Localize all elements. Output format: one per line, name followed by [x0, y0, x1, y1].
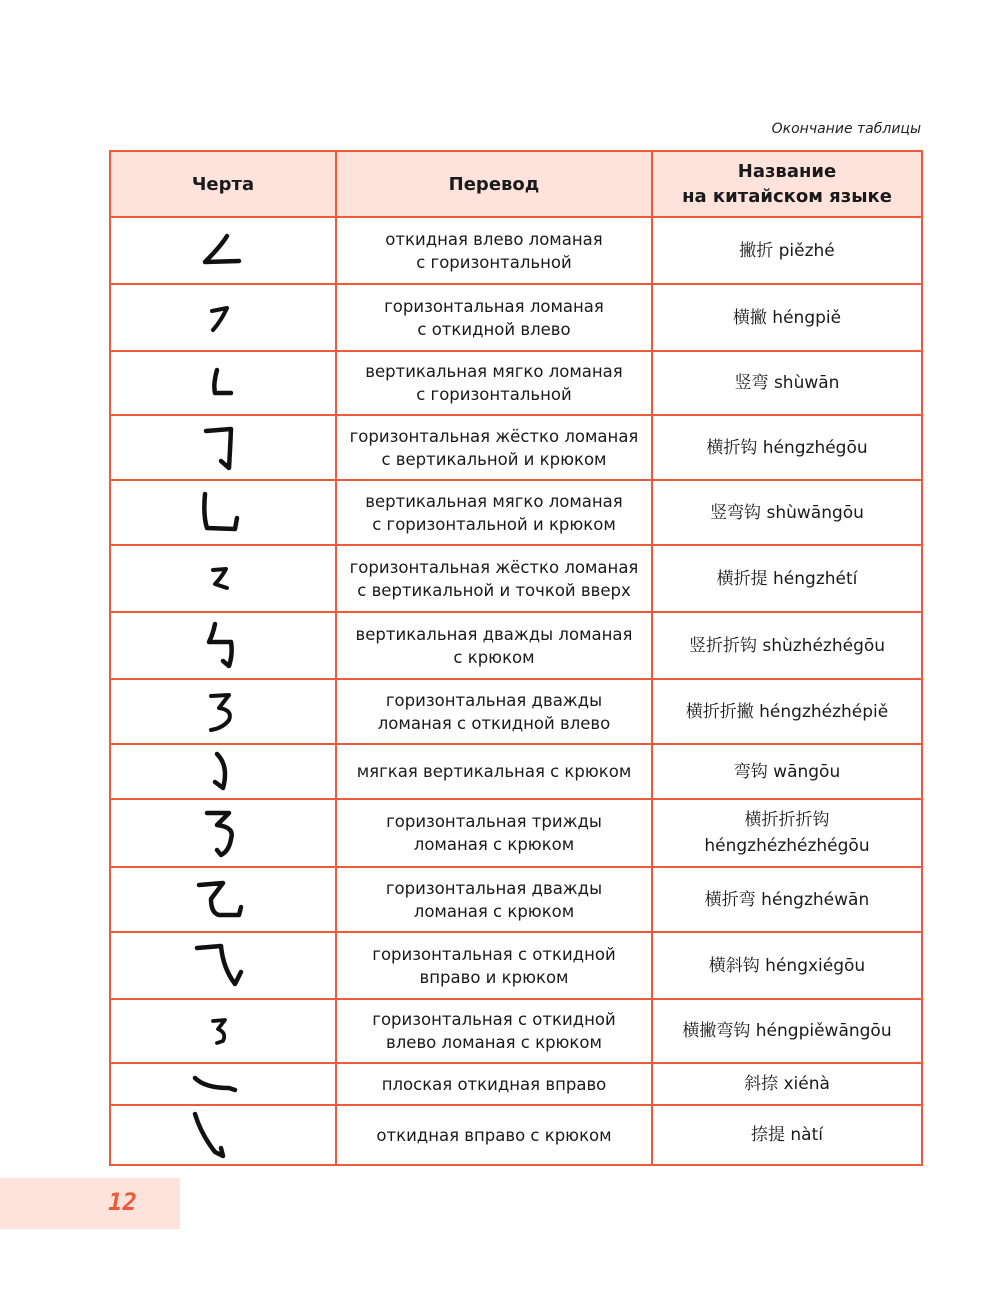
translation-cell: [336, 284, 652, 351]
stroke-cell: [110, 1063, 336, 1105]
chinese-name-line1: 捺提 nàtí: [751, 1125, 823, 1145]
stroke-wangou-icon: [183, 748, 263, 796]
translation-line1: плоская откидная вправо: [381, 1074, 607, 1094]
stroke-nati-icon: [183, 1108, 263, 1162]
stroke-cell: [110, 415, 336, 480]
stroke-cell: [110, 480, 336, 545]
stroke-cell: [110, 744, 336, 799]
chinese-name-line2: héngzhézhézhégōu: [704, 836, 870, 856]
stroke-cell: [110, 799, 336, 867]
chinese-name-line1: 竖弯 shùwān: [734, 373, 840, 393]
translation-line2: вправо и крюком: [419, 967, 569, 987]
chinese-name-line1: 竖弯钩 shùwāngōu: [710, 502, 864, 523]
translation-cell: [336, 217, 652, 284]
table-row: [110, 612, 922, 679]
stroke-hengzhezhepie-icon: [183, 686, 263, 738]
translation-line2: влево ломаная с крюком: [386, 1033, 602, 1052]
chinese-name-line1: 横折弯 héngzhéwān: [704, 889, 870, 910]
translation-cell: [336, 999, 652, 1063]
header-chinese-name: [652, 151, 922, 217]
translation-line2: с горизонтальной и крюком: [372, 514, 616, 534]
table-row: [110, 545, 922, 612]
translation-line1: горизонтальная ломаная: [384, 296, 604, 316]
table-row: [110, 999, 922, 1063]
translation-line2: с вертикальной и точкой вверх: [357, 580, 631, 600]
stroke-hengzhegou-icon: [183, 421, 263, 475]
chinese-name-cell: [652, 415, 922, 480]
chinese-name-cell: [652, 744, 922, 799]
page-number-tab: [0, 1178, 180, 1229]
translation-line1: горизонтальная с откидной: [372, 1010, 616, 1029]
stroke-cell: [110, 867, 336, 932]
chinese-name-line1: 弯钩 wāngōu: [733, 761, 841, 782]
chinese-name-line1: 横斜钩 héngxiégōu: [708, 955, 866, 976]
table-header-row: [110, 151, 922, 217]
chinese-name-line1: 横折折折钩: [744, 810, 830, 830]
translation-line2: ломаная с крюком: [413, 901, 575, 921]
chinese-name-line1: 撇折 piězhé: [739, 240, 835, 261]
stroke-cell: [110, 999, 336, 1063]
translation-line2: с крюком: [453, 647, 535, 667]
table-row: [110, 799, 922, 867]
table-row: [110, 217, 922, 284]
table-row: [110, 867, 922, 932]
translation-line1: горизонтальная дважды: [385, 690, 603, 710]
translation-cell: [336, 545, 652, 612]
stroke-cell: [110, 284, 336, 351]
chinese-name-cell: [652, 480, 922, 545]
translation-line2: с горизонтальной: [416, 252, 572, 272]
stroke-hengzhezhezhegou-icon: [183, 805, 263, 861]
translation-cell: [336, 744, 652, 799]
table-row: [110, 1063, 922, 1105]
stroke-piezhe-icon: [183, 226, 263, 276]
translation-line1: вертикальная дважды ломаная: [355, 624, 633, 644]
chinese-name-line1: 横折钩 héngzhégōu: [706, 437, 868, 458]
stroke-cell: [110, 217, 336, 284]
translation-line1: откидная вправо с крюком: [376, 1125, 612, 1145]
translation-cell: [336, 679, 652, 744]
chinese-name-cell: [652, 799, 922, 867]
strokes-table: [109, 150, 923, 1166]
translation-line2: ломаная с откидной влево: [377, 713, 611, 733]
chinese-name-line1: 斜捺 xiénà: [744, 1074, 830, 1094]
chinese-name-line1: 横撇弯钩 héngpiěwāngōu: [682, 1021, 892, 1041]
stroke-hengpie-icon: [183, 293, 263, 343]
translation-cell: [336, 932, 652, 999]
stroke-cell: [110, 1105, 336, 1165]
chinese-name-cell: [652, 217, 922, 284]
stroke-hengzheti-icon: [183, 554, 263, 604]
stroke-xiena-icon: [183, 1068, 263, 1100]
chinese-name-cell: [652, 545, 922, 612]
stroke-cell: [110, 612, 336, 679]
stroke-cell: [110, 351, 336, 415]
translation-line1: горизонтальная трижды: [386, 812, 602, 831]
translation-line1: горизонтальная жёстко ломаная: [349, 426, 639, 446]
chinese-name-line1: 横折提 héngzhétí: [716, 568, 858, 589]
translation-line2: с вертикальной и крюком: [381, 449, 607, 469]
header-chinese-name-line2: на китайском языке: [682, 186, 892, 207]
table-row: [110, 744, 922, 799]
translation-cell: [336, 480, 652, 545]
table-row: [110, 1105, 922, 1165]
chinese-name-cell: [652, 612, 922, 679]
chinese-name-cell: [652, 679, 922, 744]
chinese-name-line1: 竖折折钩 shùzhézhégōu: [688, 635, 886, 656]
stroke-cell: [110, 932, 336, 999]
chinese-name-cell: [652, 1105, 922, 1165]
table-row: [110, 480, 922, 545]
page-number: 12: [108, 1188, 137, 1216]
translation-line1: откидная влево ломаная: [385, 229, 603, 249]
chinese-name-line1: 横撇 héngpiě: [732, 307, 842, 328]
stroke-cell: [110, 679, 336, 744]
translation-line1: горизонтальная жёстко ломаная: [349, 557, 639, 577]
stroke-hengpiewangou-icon: [183, 1007, 263, 1055]
stroke-hengxiegou-icon: [183, 938, 263, 994]
translation-cell: [336, 799, 652, 867]
chinese-name-cell: [652, 999, 922, 1063]
translation-line1: горизонтальная с откидной: [372, 944, 616, 964]
chinese-name-cell: [652, 932, 922, 999]
translation-cell: [336, 1063, 652, 1105]
table-continuation-caption: Окончание таблицы: [771, 121, 921, 137]
translation-line1: горизонтальная дважды: [385, 878, 603, 898]
table-row: [110, 351, 922, 415]
translation-line2: ломаная с крюком: [413, 835, 575, 854]
translation-cell: [336, 1105, 652, 1165]
stroke-shuwangou-icon: [183, 486, 263, 540]
chinese-name-line1: 横折折撇 héngzhézhépiě: [685, 701, 889, 722]
table-row: [110, 415, 922, 480]
stroke-hengzhewan-icon: [183, 873, 263, 927]
stroke-shuwan-icon: [183, 358, 263, 408]
stroke-cell: [110, 545, 336, 612]
translation-cell: [336, 415, 652, 480]
translation-line1: вертикальная мягко ломаная: [365, 362, 623, 381]
stroke-shuzhezhegou-icon: [183, 618, 263, 674]
translation-line1: вертикальная мягко ломаная: [365, 491, 623, 511]
table-row: [110, 679, 922, 744]
translation-line2: с откидной влево: [417, 319, 571, 339]
header-stroke: Черта: [110, 151, 336, 217]
header-chinese-name-line1: Название: [737, 161, 837, 182]
table-row: [110, 932, 922, 999]
translation-cell: [336, 867, 652, 932]
chinese-name-cell: [652, 351, 922, 415]
chinese-name-cell: [652, 284, 922, 351]
chinese-name-cell: [652, 1063, 922, 1105]
translation-line1: мягкая вертикальная с крюком: [356, 762, 632, 781]
translation-cell: [336, 612, 652, 679]
chinese-name-cell: [652, 867, 922, 932]
translation-line2: с горизонтальной: [416, 385, 572, 404]
header-translation: Перевод: [336, 151, 652, 217]
table-row: [110, 284, 922, 351]
translation-cell: [336, 351, 652, 415]
